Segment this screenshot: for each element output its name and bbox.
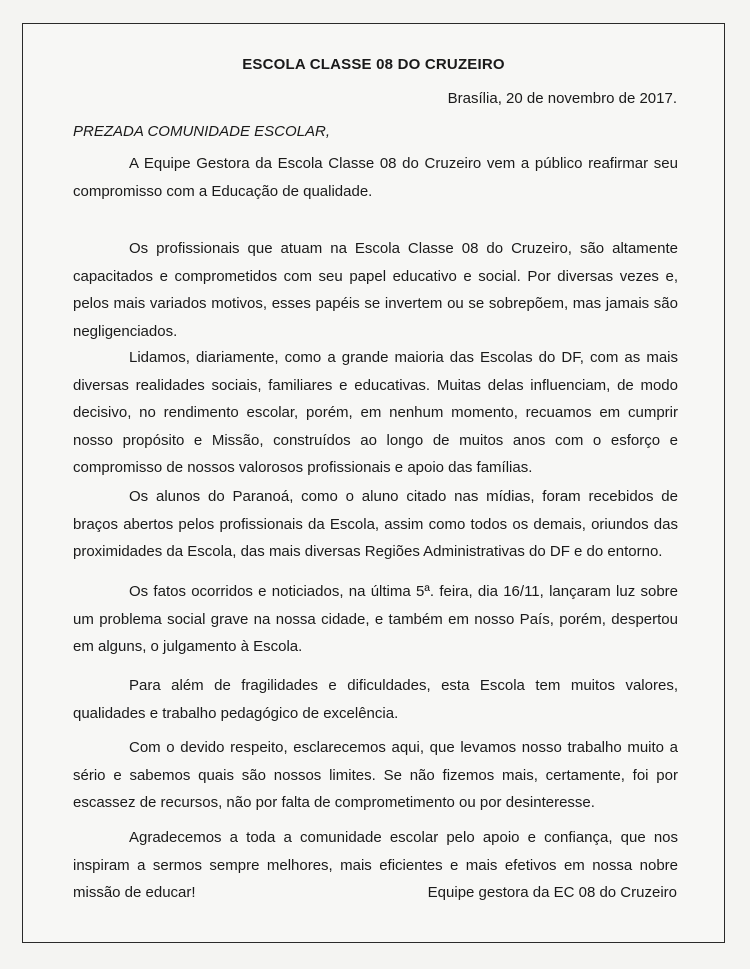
paragraph-text: Com o devido respeito, esclarecemos aqui, que levamos nosso trabalho muito a sério e sabemos quais são nossos limites. Se não fizemos mais, certamente, foi por escassez de recursos, não por falta de comprometimento ou por desinteresse.: [73, 739, 678, 811]
paragraph-1: [73, 150, 678, 205]
paragraph-2: [73, 235, 678, 345]
paragraph-text: Os fatos ocorridos e noticiados, na última 5ª. feira, dia 16/11, lançaram luz sobre um problema social grave na nossa cidade, e também em nosso País, porém, despertou em alguns, o julgamento à Escola.: [73, 583, 678, 655]
paragraph-4: [73, 483, 678, 566]
paragraph-5: [73, 578, 678, 661]
paragraph-6: [73, 672, 678, 727]
paragraph-3: [73, 344, 678, 482]
greeting: PREZADA COMUNIDADE ESCOLAR,: [73, 123, 330, 140]
paragraph-text: Para além de fragilidades e dificuldades, esta Escola tem muitos valores, qualidades e trabalho pedagógico de excelência.: [73, 677, 678, 722]
paragraph-text: Os alunos do Paranoá, como o aluno citado nas mídias, foram recebidos de braços abertos pelos profissionais da Escola, assim como todos os demais, oriundos das proximidades da Escola, das mais diversas Regiões Administrativas do DF e do entorno.: [73, 488, 678, 560]
signature-line: Equipe gestora da EC 08 do Cruzeiro: [427, 884, 677, 901]
paragraph-text: Agradecemos a toda a comunidade escolar pelo apoio e confiança, que nos inspiram a sermos sempre melhores, mais eficientes e mais efetivos em nossa nobre missão de educar!: [73, 829, 678, 901]
date-line: Brasília, 20 de novembro de 2017.: [447, 90, 677, 107]
paragraph-text: A Equipe Gestora da Escola Classe 08 do Cruzeiro vem a público reafirmar seu compromisso com a Educação de qualidade.: [73, 155, 678, 200]
document-title: ESCOLA CLASSE 08 DO CRUZEIRO: [242, 56, 505, 73]
paragraph-7: [73, 734, 678, 817]
paragraph-text: Os profissionais que atuam na Escola Classe 08 do Cruzeiro, são altamente capacitados e comprometidos com seu papel educativo e social. Por diversas vezes e, pelos mais variados motivos, esses papéis se invertem ou se sobrepõem, mas jamais são negligenciados.: [73, 240, 678, 340]
letter-page: [22, 23, 725, 943]
paragraph-text: Lidamos, diariamente, como a grande maioria das Escolas do DF, com as mais diversas realidades sociais, familiares e educativas. Muitas delas influenciam, de modo decisivo, no rendimento escolar, porém, em nenhum momento, recuamos em cumprir nosso propósito e Missão, construídos ao longo de muitos anos com o esforço e compromisso de nossos valorosos profissionais e apoio das famílias.: [73, 349, 678, 476]
